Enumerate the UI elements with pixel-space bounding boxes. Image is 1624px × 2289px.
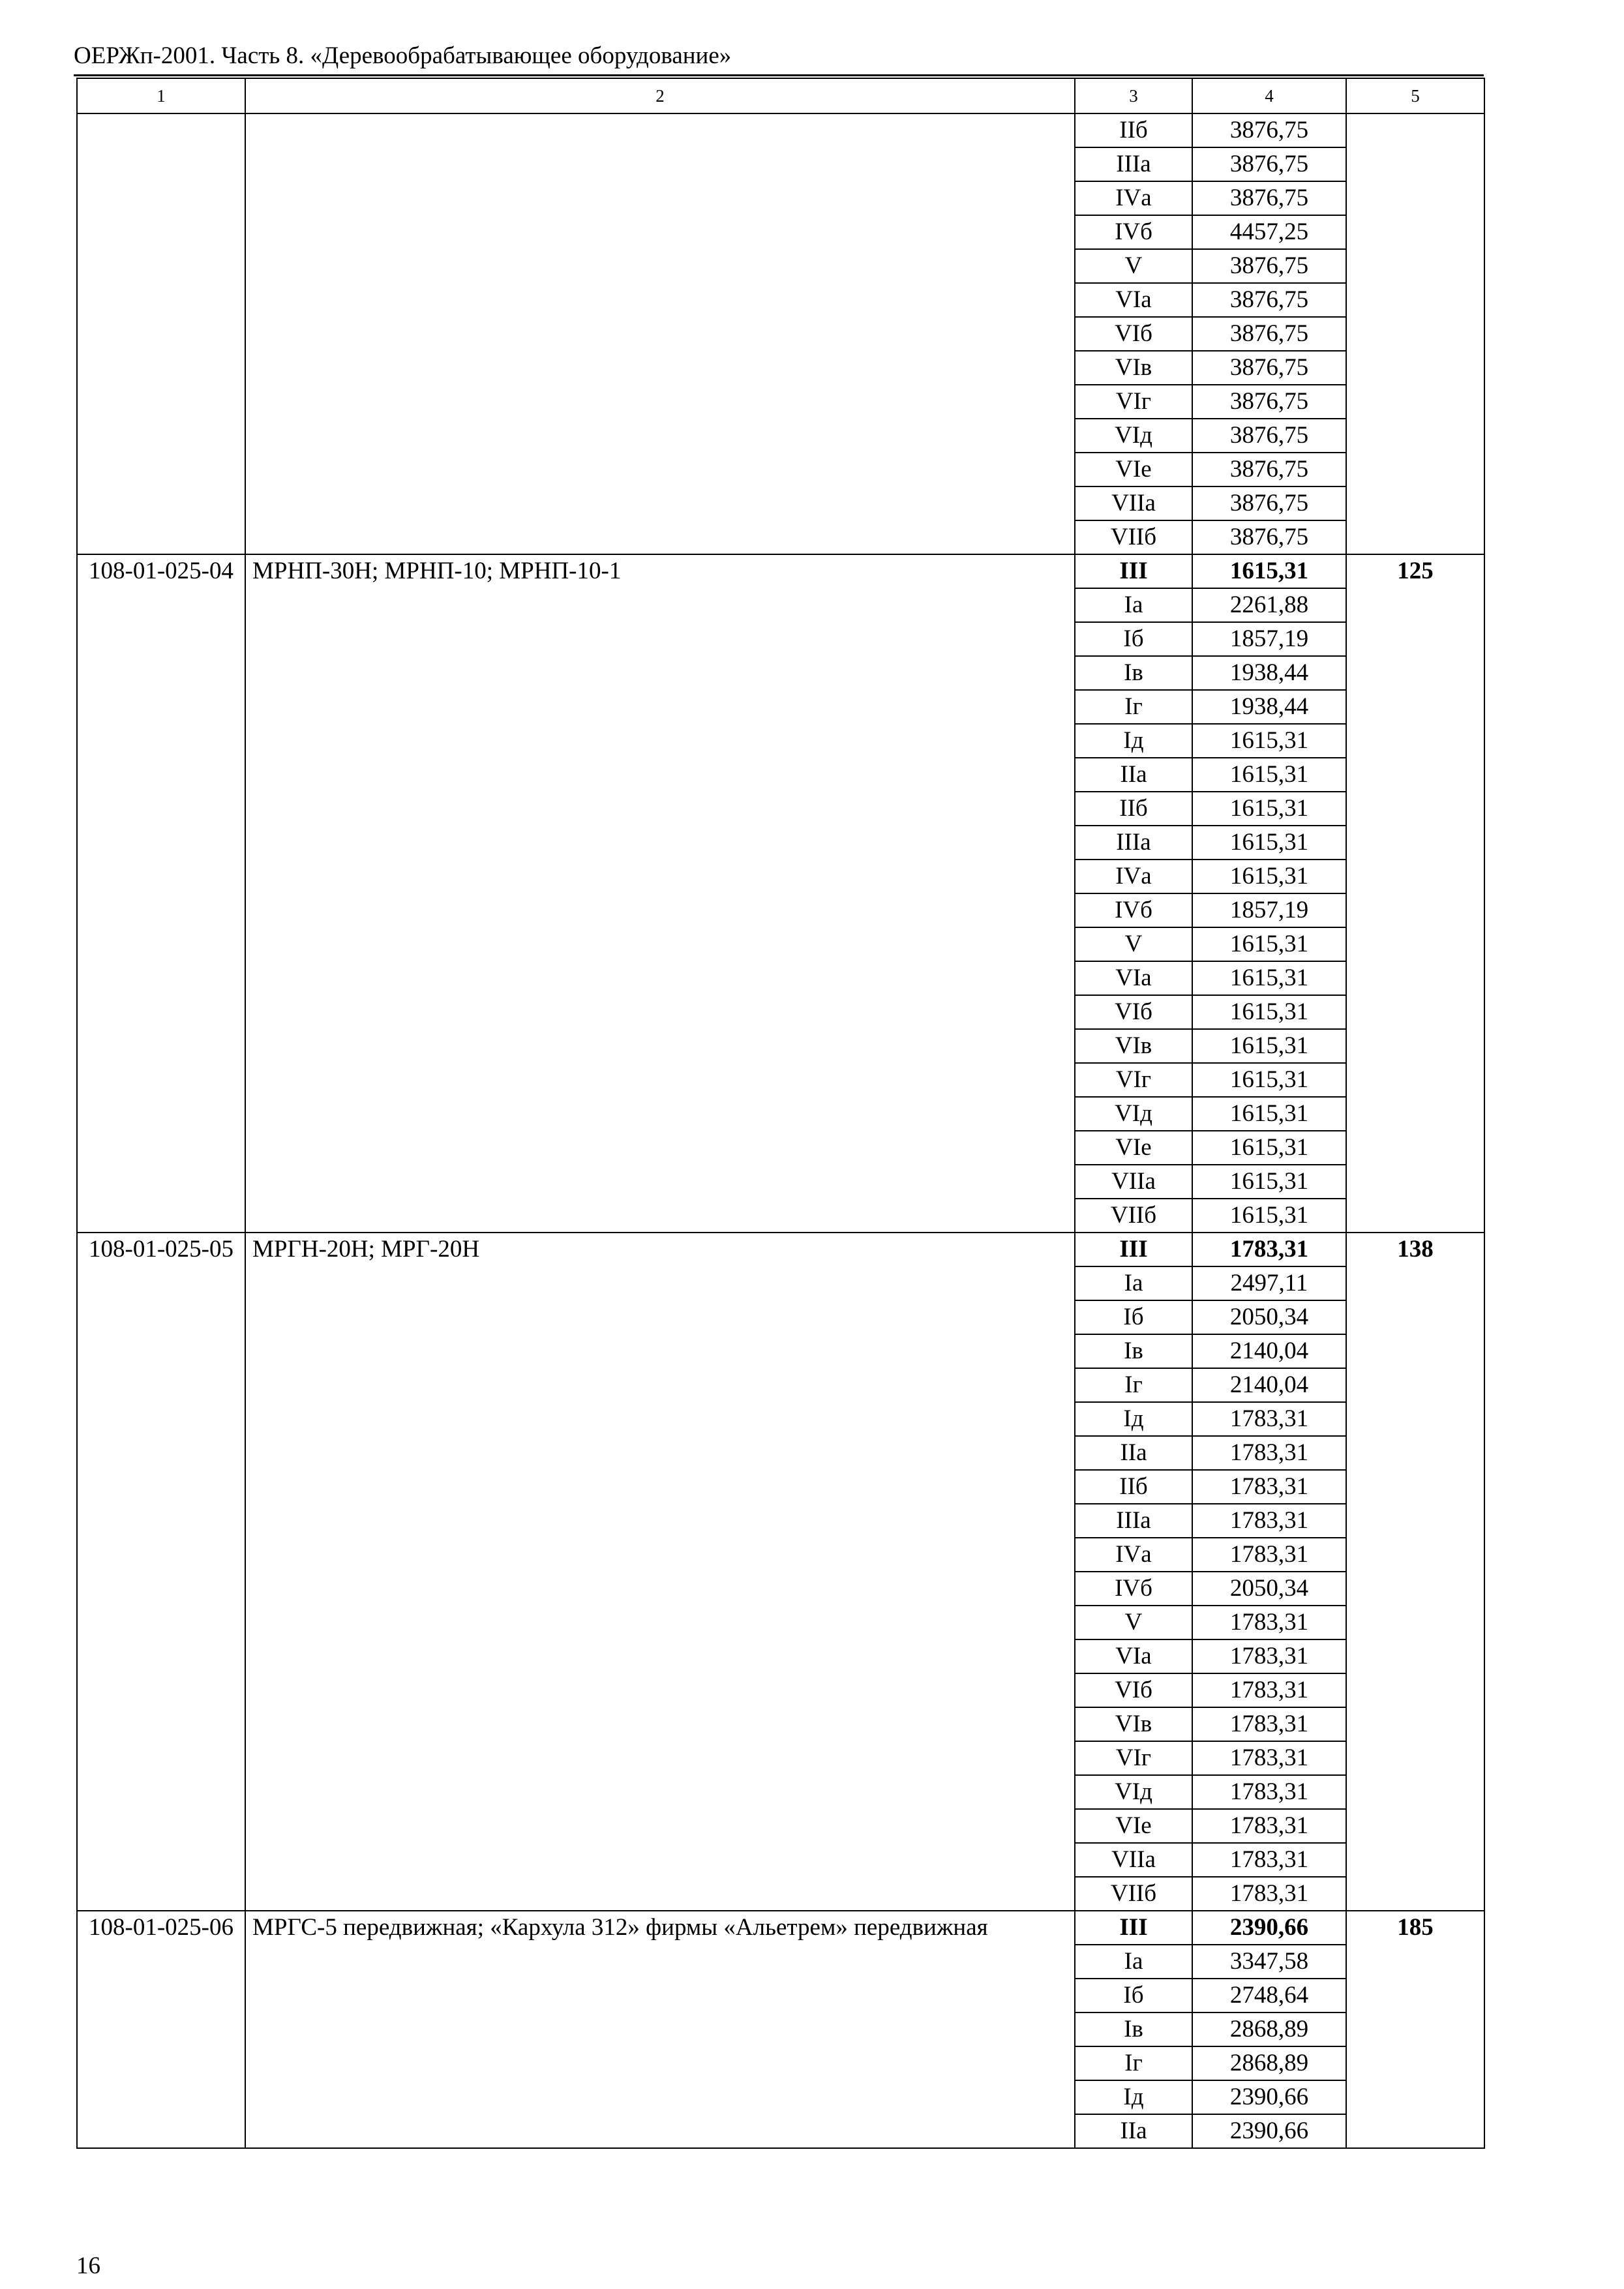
price-value: 1615,31 xyxy=(1192,1097,1346,1131)
price-value: 4457,25 xyxy=(1192,215,1346,249)
zone-code: III xyxy=(1075,1233,1192,1266)
rates-table-body xyxy=(77,78,1484,2148)
zone-code: VIIа xyxy=(1075,486,1192,520)
zone-code: VIв xyxy=(1075,1029,1192,1063)
price-value: 1615,31 xyxy=(1192,1131,1346,1165)
price-value: 3876,75 xyxy=(1192,419,1346,453)
price-value: 2050,34 xyxy=(1192,1572,1346,1606)
price-value: 1783,31 xyxy=(1192,1877,1346,1911)
price-value: 3876,75 xyxy=(1192,147,1346,181)
zone-code: VIа xyxy=(1075,961,1192,995)
zone-code: Iб xyxy=(1075,622,1192,656)
price-value: 2140,04 xyxy=(1192,1334,1346,1368)
price-value: 1615,31 xyxy=(1192,995,1346,1029)
price-value: 2390,66 xyxy=(1192,2080,1346,2114)
item-code: 108-01-025-04 xyxy=(77,554,245,1233)
column-number: 1 xyxy=(77,78,245,113)
price-value: 2050,34 xyxy=(1192,1300,1346,1334)
price-value: 1615,31 xyxy=(1192,927,1346,961)
rates-table xyxy=(76,78,1485,2149)
zone-code: IIб xyxy=(1075,792,1192,826)
zone-code: Iд xyxy=(1075,2080,1192,2114)
zone-code: VIд xyxy=(1075,1097,1192,1131)
price-value: 3876,75 xyxy=(1192,351,1346,385)
price-value: 1783,31 xyxy=(1192,1538,1346,1572)
column-number: 5 xyxy=(1346,78,1484,113)
table-row xyxy=(77,554,1484,588)
zone-code: VIIб xyxy=(1075,520,1192,554)
zone-code: IIIа xyxy=(1075,1504,1192,1538)
price-value: 1783,31 xyxy=(1192,1402,1346,1436)
zone-code: VIб xyxy=(1075,1673,1192,1707)
zone-code: IIа xyxy=(1075,758,1192,792)
zone-code: IVа xyxy=(1075,860,1192,893)
zone-code: Iг xyxy=(1075,1368,1192,1402)
table-row xyxy=(77,113,1484,147)
zone-code: VIд xyxy=(1075,419,1192,453)
price-value: 1615,31 xyxy=(1192,758,1346,792)
price-value: 1857,19 xyxy=(1192,893,1346,927)
zone-code: Iб xyxy=(1075,1979,1192,2012)
price-value: 1783,31 xyxy=(1192,1775,1346,1809)
zone-code: VIе xyxy=(1075,1131,1192,1165)
price-value: 2261,88 xyxy=(1192,588,1346,622)
zone-code: Iа xyxy=(1075,1945,1192,1979)
price-value: 1783,31 xyxy=(1192,1436,1346,1470)
zone-code: IIб xyxy=(1075,1470,1192,1504)
price-value: 2390,66 xyxy=(1192,2114,1346,2148)
price-value: 1857,19 xyxy=(1192,622,1346,656)
zone-code: IVб xyxy=(1075,215,1192,249)
zone-code: VIе xyxy=(1075,1809,1192,1843)
zone-code: Iа xyxy=(1075,588,1192,622)
price-value: 3876,75 xyxy=(1192,283,1346,317)
zone-code: VIIа xyxy=(1075,1165,1192,1199)
zone-code: Iв xyxy=(1075,2012,1192,2046)
price-value: 1783,31 xyxy=(1192,1470,1346,1504)
column-5-value xyxy=(1346,113,1484,554)
price-value: 2748,64 xyxy=(1192,1979,1346,2012)
zone-code: VIб xyxy=(1075,995,1192,1029)
price-value: 3876,75 xyxy=(1192,113,1346,147)
zone-code: VIIб xyxy=(1075,1199,1192,1233)
column-number: 4 xyxy=(1192,78,1346,113)
zone-code: IIIа xyxy=(1075,826,1192,860)
item-name xyxy=(245,113,1075,554)
price-value: 1615,31 xyxy=(1192,792,1346,826)
price-value: 1783,31 xyxy=(1192,1233,1346,1266)
price-value: 1783,31 xyxy=(1192,1639,1346,1673)
price-value: 1938,44 xyxy=(1192,690,1346,724)
zone-code: V xyxy=(1075,927,1192,961)
item-code: 108-01-025-06 xyxy=(77,1911,245,2148)
page-header-title: ОЕРЖп-2001. Часть 8. «Деревообрабатывающее оборудование» xyxy=(74,42,732,69)
price-value: 3876,75 xyxy=(1192,249,1346,283)
zone-code: VIе xyxy=(1075,453,1192,486)
column-number: 2 xyxy=(245,78,1075,113)
zone-code: VIг xyxy=(1075,1741,1192,1775)
price-value: 1783,31 xyxy=(1192,1741,1346,1775)
price-value: 1783,31 xyxy=(1192,1504,1346,1538)
zone-code: Iд xyxy=(1075,724,1192,758)
column-number: 3 xyxy=(1075,78,1192,113)
zone-code: VIIа xyxy=(1075,1843,1192,1877)
price-value: 3876,75 xyxy=(1192,453,1346,486)
price-value: 1615,31 xyxy=(1192,1199,1346,1233)
price-value: 1615,31 xyxy=(1192,724,1346,758)
zone-code: Iб xyxy=(1075,1300,1192,1334)
price-value: 1615,31 xyxy=(1192,1029,1346,1063)
price-value: 3876,75 xyxy=(1192,520,1346,554)
column-5-value: 185 xyxy=(1346,1911,1484,2148)
price-value: 3876,75 xyxy=(1192,181,1346,215)
price-value: 1938,44 xyxy=(1192,656,1346,690)
zone-code: VIг xyxy=(1075,1063,1192,1097)
zone-code: III xyxy=(1075,1911,1192,1945)
price-value: 1783,31 xyxy=(1192,1843,1346,1877)
price-value: 2390,66 xyxy=(1192,1911,1346,1945)
column-5-value: 125 xyxy=(1346,554,1484,1233)
price-value: 3347,58 xyxy=(1192,1945,1346,1979)
zone-code: VIа xyxy=(1075,1639,1192,1673)
item-code xyxy=(77,113,245,554)
price-value: 1615,31 xyxy=(1192,1165,1346,1199)
price-value: 1615,31 xyxy=(1192,554,1346,588)
zone-code: VIг xyxy=(1075,385,1192,419)
zone-code: Iг xyxy=(1075,690,1192,724)
zone-code: Iв xyxy=(1075,1334,1192,1368)
item-name: МРНП-30Н; МРНП-10; МРНП-10-1 xyxy=(245,554,1075,1233)
price-value: 2140,04 xyxy=(1192,1368,1346,1402)
header-rule xyxy=(74,74,1484,76)
column-number-row xyxy=(77,78,1484,113)
price-value: 1615,31 xyxy=(1192,826,1346,860)
price-value: 1615,31 xyxy=(1192,860,1346,893)
price-value: 1783,31 xyxy=(1192,1809,1346,1843)
zone-code: V xyxy=(1075,1606,1192,1639)
zone-code: VIб xyxy=(1075,317,1192,351)
zone-code: Iг xyxy=(1075,2046,1192,2080)
zone-code: IIIа xyxy=(1075,147,1192,181)
price-value: 2497,11 xyxy=(1192,1266,1346,1300)
price-value: 3876,75 xyxy=(1192,385,1346,419)
zone-code: IIа xyxy=(1075,1436,1192,1470)
price-value: 3876,75 xyxy=(1192,317,1346,351)
zone-code: Iв xyxy=(1075,656,1192,690)
zone-code: V xyxy=(1075,249,1192,283)
table-row xyxy=(77,1233,1484,1266)
table-row xyxy=(77,1911,1484,1945)
zone-code: VIа xyxy=(1075,283,1192,317)
zone-code: IVб xyxy=(1075,893,1192,927)
zone-code: VIв xyxy=(1075,351,1192,385)
price-value: 1783,31 xyxy=(1192,1707,1346,1741)
price-value: 2868,89 xyxy=(1192,2012,1346,2046)
price-value: 3876,75 xyxy=(1192,486,1346,520)
zone-code: Iа xyxy=(1075,1266,1192,1300)
price-value: 1615,31 xyxy=(1192,961,1346,995)
zone-code: IVб xyxy=(1075,1572,1192,1606)
zone-code: Iд xyxy=(1075,1402,1192,1436)
item-name: МРГН-20Н; МРГ-20Н xyxy=(245,1233,1075,1911)
price-value: 2868,89 xyxy=(1192,2046,1346,2080)
price-value: 1783,31 xyxy=(1192,1606,1346,1639)
zone-code: IIа xyxy=(1075,2114,1192,2148)
item-name: МРГС-5 передвижная; «Кархула 312» фирмы «Альетрем» передвижная xyxy=(245,1911,1075,2148)
price-value: 1783,31 xyxy=(1192,1673,1346,1707)
page-number: 16 xyxy=(76,2252,100,2279)
zone-code: VIIб xyxy=(1075,1877,1192,1911)
column-5-value: 138 xyxy=(1346,1233,1484,1911)
zone-code: VIд xyxy=(1075,1775,1192,1809)
zone-code: IVа xyxy=(1075,181,1192,215)
zone-code: VIв xyxy=(1075,1707,1192,1741)
item-code: 108-01-025-05 xyxy=(77,1233,245,1911)
zone-code: IIб xyxy=(1075,113,1192,147)
price-value: 1615,31 xyxy=(1192,1063,1346,1097)
zone-code: IVа xyxy=(1075,1538,1192,1572)
zone-code: III xyxy=(1075,554,1192,588)
